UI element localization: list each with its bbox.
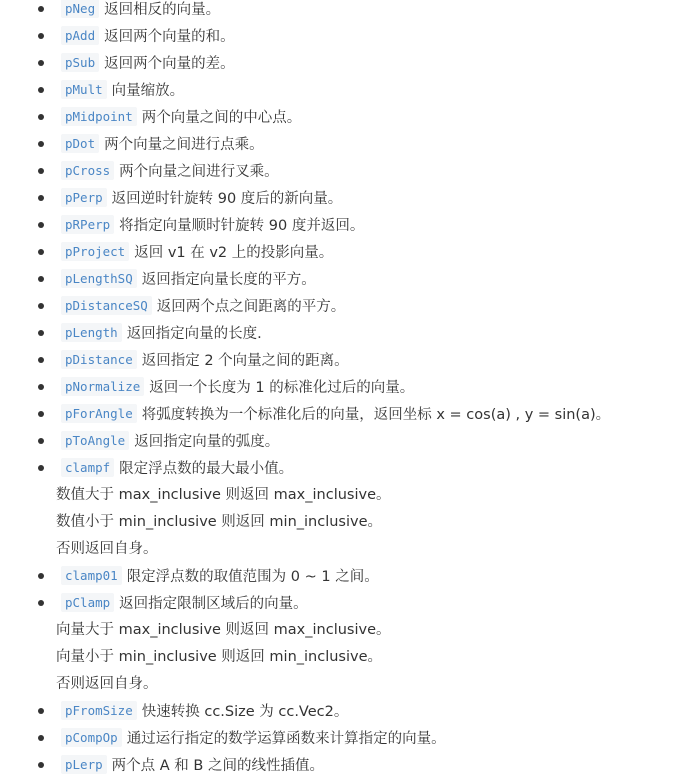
bullet-icon	[38, 735, 44, 741]
bullet-icon	[38, 357, 44, 363]
list-item	[0, 0, 691, 26]
function-name: clamp01	[61, 566, 122, 585]
description-note: 否则返回自身。	[56, 676, 158, 692]
function-description: 返回指定向量长度的平方。	[141, 272, 316, 288]
function-description: 返回指定 2 个向量之间的距离。	[141, 353, 349, 369]
bullet-icon	[38, 384, 44, 390]
function-description: 通过运行指定的数学运算函数来计算指定的向量。	[126, 731, 446, 747]
function-name: pSub	[61, 53, 99, 72]
list-item	[0, 107, 691, 134]
function-description: 返回两个向量的差。	[104, 56, 235, 72]
list-item	[0, 566, 691, 593]
function-name: pAdd	[61, 26, 99, 45]
bullet-icon	[38, 438, 44, 444]
bullet-icon	[38, 249, 44, 255]
list-item	[0, 377, 691, 404]
list-item	[0, 215, 691, 242]
function-name: pToAngle	[61, 431, 129, 450]
function-name: pCompOp	[61, 728, 122, 747]
function-name: clampf	[61, 458, 114, 477]
function-name: pLengthSQ	[61, 269, 137, 288]
bullet-icon	[38, 6, 44, 12]
bullet-icon	[38, 330, 44, 336]
function-name: pLength	[61, 323, 122, 342]
bullet-icon	[38, 195, 44, 201]
list-item	[0, 755, 691, 782]
description-note: 向量小于 min_inclusive 则返回 min_inclusive。	[56, 649, 383, 665]
list-item	[0, 350, 691, 377]
function-description: 返回一个长度为 1 的标准化过后的向量。	[149, 380, 415, 396]
list-item	[0, 161, 691, 188]
function-description: 将指定向量顺时针旋转 90 度并返回。	[119, 218, 365, 234]
function-description: 两个向量之间的中心点。	[141, 110, 302, 126]
function-name: pDistanceSQ	[61, 296, 152, 315]
function-description: 返回两个向量的和。	[104, 29, 235, 45]
bullet-icon	[38, 762, 44, 768]
list-item	[0, 404, 691, 431]
bullet-icon	[38, 708, 44, 714]
function-name: pClamp	[61, 593, 114, 612]
function-name: pRPerp	[61, 215, 114, 234]
function-description: 返回指定限制区域后的向量。	[119, 596, 308, 612]
bullet-icon	[38, 600, 44, 606]
list-item	[0, 134, 691, 161]
bullet-icon	[38, 465, 44, 471]
function-description: 向量缩放。	[111, 83, 185, 99]
bullet-icon	[38, 33, 44, 39]
bullet-icon	[38, 303, 44, 309]
function-description: 两个向量之间进行点乘。	[104, 137, 264, 153]
function-name: pForAngle	[61, 404, 137, 423]
function-name: pDistance	[61, 350, 137, 369]
description-note: 向量大于 max_inclusive 则返回 max_inclusive。	[56, 622, 391, 638]
function-description: 两个向量之间进行叉乘。	[119, 164, 279, 180]
function-name: pNeg	[61, 0, 99, 18]
function-description: 返回 v1 在 v2 上的投影向量。	[134, 245, 334, 261]
function-description: 返回相反的向量。	[104, 2, 221, 18]
bullet-icon	[38, 411, 44, 417]
function-name: pProject	[61, 242, 129, 261]
list-item	[0, 188, 691, 215]
function-description: 返回逆时针旋转 90 度后的新向量。	[111, 191, 343, 207]
list-item	[0, 53, 691, 80]
list-item	[0, 728, 691, 755]
function-name: pMidpoint	[61, 107, 137, 126]
list-item	[0, 242, 691, 269]
list-item	[0, 269, 691, 296]
function-description: 限定浮点数的取值范围为 0 ~ 1 之间。	[126, 569, 379, 585]
bullet-icon	[38, 60, 44, 66]
function-description: 返回指定向量的弧度。	[134, 434, 280, 450]
description-note: 数值大于 max_inclusive 则返回 max_inclusive。	[56, 487, 391, 503]
function-description: 两个点 A 和 B 之间的线性插值。	[111, 758, 324, 774]
description-note: 数值小于 min_inclusive 则返回 min_inclusive。	[56, 514, 383, 530]
list-item	[0, 458, 691, 485]
function-name: pNormalize	[61, 377, 144, 396]
list-item	[0, 323, 691, 350]
list-item	[0, 296, 691, 323]
function-description: 限定浮点数的最大最小值。	[119, 461, 294, 477]
function-description: 将弧度转换为一个标准化后的向量，返回坐标 x = cos(a) , y = sin(a)。	[141, 407, 611, 423]
description-note: 否则返回自身。	[56, 541, 158, 557]
bullet-icon	[38, 276, 44, 282]
function-name: pLerp	[61, 755, 107, 774]
bullet-icon	[38, 114, 44, 120]
bullet-icon	[38, 573, 44, 579]
bullet-icon	[38, 87, 44, 93]
function-name: pPerp	[61, 188, 107, 207]
bullet-icon	[38, 168, 44, 174]
bullet-icon	[38, 141, 44, 147]
bullet-icon	[38, 222, 44, 228]
list-item	[0, 593, 691, 620]
list-item	[0, 701, 691, 728]
function-name: pDot	[61, 134, 99, 153]
list-item	[0, 26, 691, 53]
function-description: 快速转换 cc.Size 为 cc.Vec2。	[141, 704, 349, 720]
function-name: pFromSize	[61, 701, 137, 720]
function-name: pMult	[61, 80, 107, 99]
list-item	[0, 80, 691, 107]
function-name: pCross	[61, 161, 114, 180]
list-item	[0, 431, 691, 458]
function-description: 返回两个点之间距离的平方。	[156, 299, 346, 315]
function-description: 返回指定向量的长度.	[126, 326, 262, 342]
